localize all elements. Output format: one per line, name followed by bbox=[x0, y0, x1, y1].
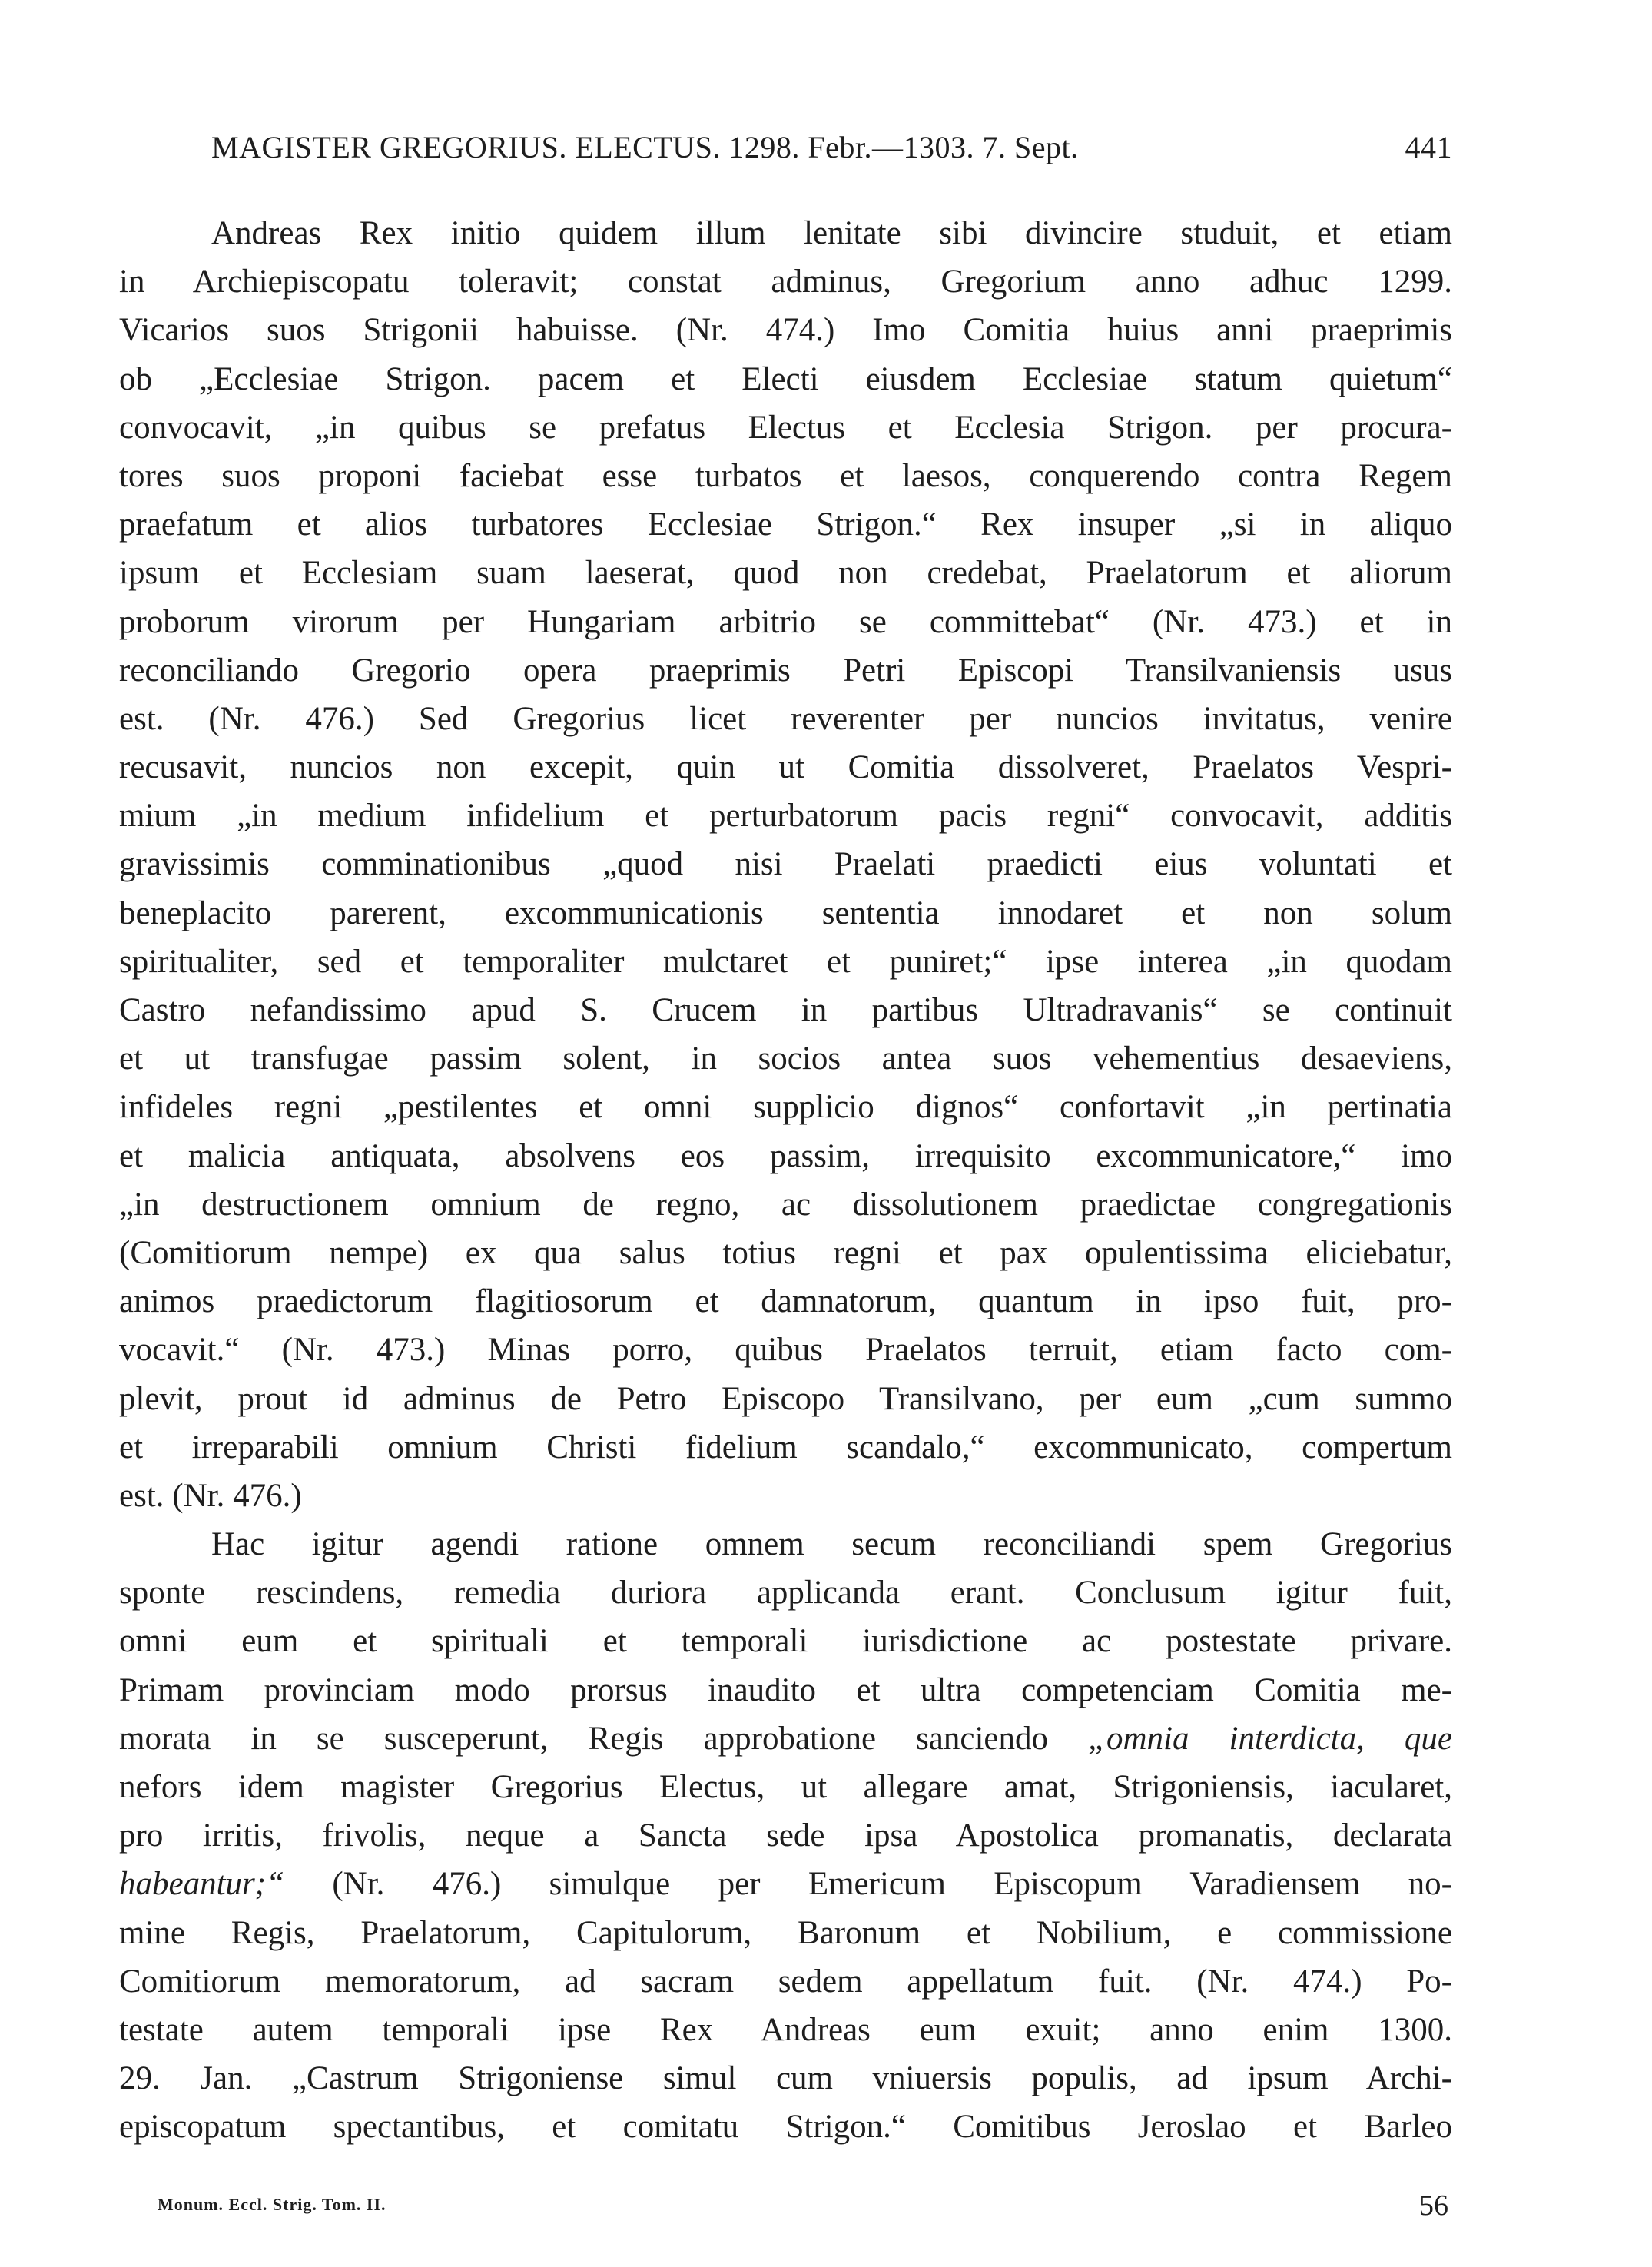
running-header bbox=[211, 129, 1452, 175]
text-line: et malicia antiquata, absolvens eos passim, irrequisito excommunicatore,“ imo bbox=[119, 1137, 1452, 1174]
italic-quote-line: nefors idem magister Gregorius Electus, ut allegare amat, Strigoniensis, iacularet, bbox=[119, 1769, 1452, 1805]
text-line: „in destructionem omnium de regno, ac dissolutionem praedictae congregationis bbox=[119, 1186, 1452, 1223]
text-segment: morata in se susceperunt, Regis approbatione sanciendo bbox=[119, 1720, 1049, 1757]
text-line: tores suos proponi faciebat esse turbatos et laesos, conquerendo contra Regem bbox=[119, 457, 1452, 494]
text-line: in Archiepiscopatu toleravit; constat adminus, Gregorium anno adhuc 1299. bbox=[119, 264, 1452, 300]
text-line: est. (Nr. 476.) Sed Gregorius licet reverenter per nuncios invitatus, venire bbox=[119, 700, 1452, 737]
text-line: est. (Nr. 476.) bbox=[119, 1477, 302, 1514]
text-line: Castro nefandissimo apud S. Crucem in partibus Ultradravanis“ se continuit bbox=[119, 992, 1452, 1028]
text-line-mixed bbox=[119, 1714, 1452, 1763]
text-line: Andreas Rex initio quidem illum lenitate sibi divincire studuit, et etiam bbox=[211, 215, 1452, 251]
text-line: beneplacito parerent, excommunicationis sententia innodaret et non solum bbox=[119, 895, 1452, 931]
italic-quote: habeantur;“ bbox=[119, 1866, 284, 1903]
text-line: convocavit, „in quibus se prefatus Electus et Ecclesia Strigon. per procura- bbox=[119, 409, 1452, 446]
signature-mark: Monum. Eccl. Strig. Tom. II. bbox=[158, 2195, 386, 2214]
text-line: animos praedictorum flagitiosorum et damnatorum, quantum in ipso fuit, pro- bbox=[119, 1283, 1452, 1320]
text-line: Hac igitur agendi ratione omnem secum reconciliandi spem Gregorius bbox=[211, 1526, 1452, 1563]
text-line: reconciliando Gregorio opera praeprimis Petri Episcopi Transilvaniensis usus bbox=[119, 652, 1452, 689]
text-line: mium „in medium infidelium et perturbatorum pacis regni“ convocavit, additis bbox=[119, 798, 1452, 835]
sheet-number: 56 bbox=[1419, 2189, 1448, 2222]
text-line: Comitiorum memoratorum, ad sacram sedem appellatum fuit. (Nr. 474.) Po- bbox=[119, 1963, 1452, 2000]
text-line: 29. Jan. „Castrum Strigoniense simul cum vniuersis populis, ad ipsum Archi- bbox=[119, 2060, 1452, 2097]
text-line: praefatum et alios turbatores Ecclesiae Strigon.“ Rex insuper „si in aliquo bbox=[119, 506, 1452, 543]
text-line: spiritualiter, sed et temporaliter mulctaret et puniret;“ ipse interea „in quodam bbox=[119, 943, 1452, 980]
text-line: episcopatum spectantibus, et comitatu Strigon.“ Comitibus Jeroslao et Barleo bbox=[119, 2109, 1452, 2146]
text-line: sponte rescindens, remedia duriora applicanda erant. Conclusum igitur fuit, bbox=[119, 1575, 1452, 1611]
text-line: ipsum et Ecclesiam suam laeserat, quod non credebat, Praelatorum et aliorum bbox=[119, 555, 1452, 592]
italic-quote-line: pro irritis, frivolis, neque a Sancta sede ipsa Apostolica promanatis, declarata bbox=[119, 1817, 1452, 1854]
text-segment: (Nr. 476.) simulque per Emericum Episcopum Varadiensem no- bbox=[284, 1866, 1452, 1903]
page-footer bbox=[158, 2189, 1448, 2227]
text-line: Primam provinciam modo prorsus inaudito et ultra competenciam Comitia me- bbox=[119, 1671, 1452, 1708]
text-line: et ut transfugae passim solent, in socios antea suos vehementius desaeviens, bbox=[119, 1041, 1452, 1077]
text-line: et irreparabili omnium Christi fidelium scandalo,“ excommunicato, compertum bbox=[119, 1429, 1452, 1465]
text-line-mixed bbox=[119, 1860, 1452, 1908]
text-line: infideles regni „pestilentes et omni supplicio dignos“ confortavit „in pertinatia bbox=[119, 1089, 1452, 1126]
page-number: 441 bbox=[1405, 130, 1452, 164]
text-line: testate autem temporali ipse Rex Andreas eum exuit; anno enim 1300. bbox=[119, 2011, 1452, 2048]
text-line: Vicarios suos Strigonii habuisse. (Nr. 474.) Imo Comitia huius anni praeprimis bbox=[119, 312, 1452, 349]
text-line: recusavit, nuncios non excepit, quin ut Comitia dissolveret, Praelatos Vespri- bbox=[119, 749, 1452, 786]
text-line: proborum virorum per Hungariam arbitrio se committebat“ (Nr. 473.) et in bbox=[119, 603, 1452, 640]
main-text bbox=[119, 209, 1452, 2152]
text-line: vocavit.“ (Nr. 473.) Minas porro, quibus Praelatos terruit, etiam facto com- bbox=[119, 1332, 1452, 1369]
text-line: (Comitiorum nempe) ex qua salus totius regni et pax opulentissima eliciebatur, bbox=[119, 1234, 1452, 1271]
text-line: mine Regis, Praelatorum, Capitulorum, Baronum et Nobilium, e commissione bbox=[119, 1914, 1452, 1951]
italic-quote: „omnia interdicta, que bbox=[1088, 1720, 1452, 1757]
text-line: ob „Ecclesiae Strigon. pacem et Electi eiusdem Ecclesiae statum quietum“ bbox=[119, 360, 1452, 397]
text-line: plevit, prout id adminus de Petro Episcopo Transilvano, per eum „cum summo bbox=[119, 1380, 1452, 1417]
header-title: MAGISTER GREGORIUS. ELECTUS. 1298. Febr.—1303. 7. Sept. bbox=[211, 130, 1079, 164]
text-line: omni eum et spirituali et temporali iurisdictione ac postestate privare. bbox=[119, 1623, 1452, 1660]
text-line: gravissimis comminationibus „quod nisi Praelati praedicti eius voluntati et bbox=[119, 846, 1452, 883]
